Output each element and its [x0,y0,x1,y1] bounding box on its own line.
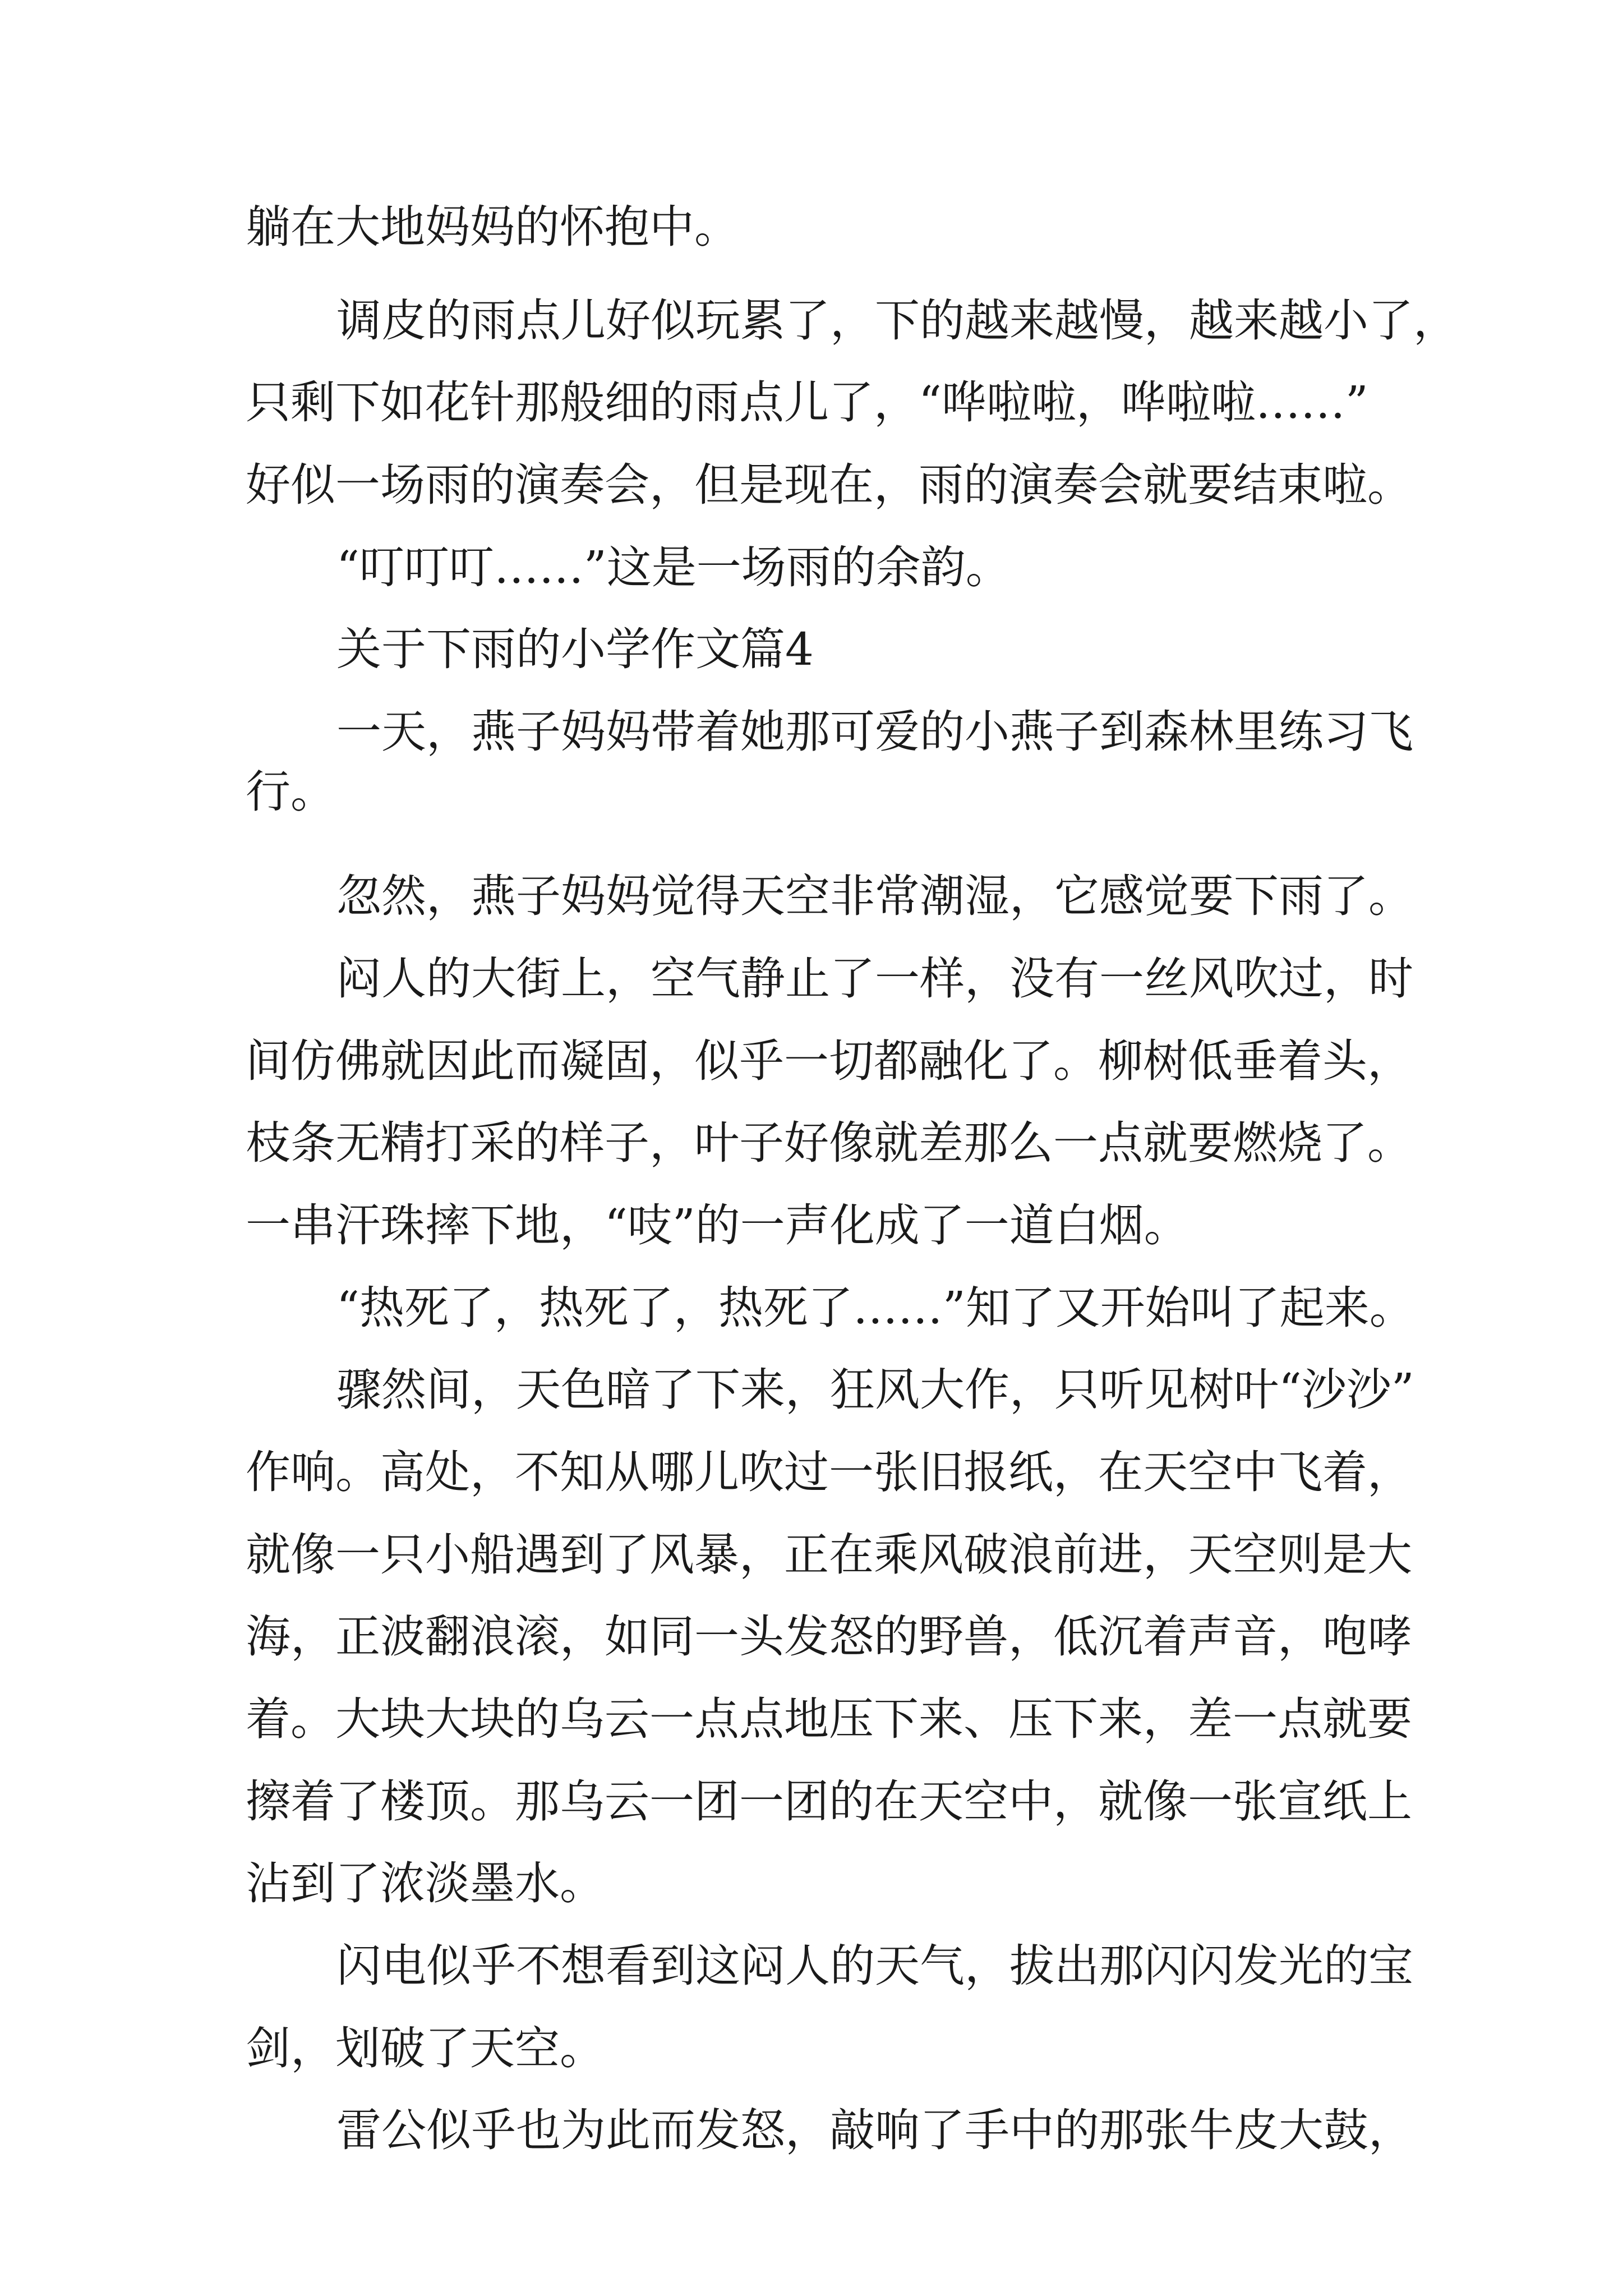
text-line: 间仿佛就因此而凝固，似乎一切都融化了。柳树低垂着头， [246,1035,1412,1087]
text-line: “热死了，热死了，热死了……”知了又开始叫了起来。 [336,1282,1414,1334]
section-heading: 关于下雨的小学作文篇4 [336,623,814,675]
text-line: 就像一只小船遇到了风暴，正在乘风破浪前进，天空则是大 [246,1529,1412,1581]
text-line: 作响。高处，不知从哪儿吹过一张旧报纸，在天空中飞着， [246,1446,1412,1498]
text-line: 一天，燕子妈妈带着她那可爱的小燕子到森林里练习飞 [336,706,1413,758]
text-line: 行。 [246,766,335,818]
text-line: 只剩下如花针那般细的雨点儿了，“哗啦啦，哗啦啦……” [246,376,1368,429]
text-line: 一串汗珠摔下地，“吱”的一声化成了一道白烟。 [246,1199,1189,1251]
text-line: 沾到了浓淡墨水。 [246,1857,605,1910]
text-line: 闷人的大街上，空气静止了一样，没有一丝风吹过，时 [336,953,1413,1005]
text-line: “叮叮叮……”这是一场雨的余韵。 [336,541,1011,593]
text-line: 海，正波翻浪滚，如同一头发怒的野兽，低沉着声音，咆哮 [246,1611,1412,1663]
text-line: 着。大块大块的乌云一点点地压下来、压下来，差一点就要 [246,1693,1412,1745]
text-line: 躺在大地妈妈的怀抱中。 [246,201,739,253]
text-line: 忽然，燕子妈妈觉得天空非常潮湿，它感觉要下雨了。 [336,870,1413,922]
text-line: 枝条无精打采的样子，叶子好像就差那么一点就要燃烧了。 [246,1117,1412,1169]
text-line: 调皮的雨点儿好似玩累了，下的越来越慢，越来越小了， [336,295,1458,347]
text-line: 剑，划破了天空。 [246,2022,605,2074]
text-line: 擦着了楼顶。那乌云一团一团的在天空中，就像一张宣纸上 [246,1775,1412,1828]
text-line: 闪电似乎不想看到这闷人的天气，拔出那闪闪发光的宝 [336,1940,1413,1992]
text-line: 雷公似乎也为此而发怒，敲响了手中的那张牛皮大鼓， [336,2104,1413,2156]
text-line: 好似一场雨的演奏会，但是现在，雨的演奏会就要结束啦。 [246,459,1412,511]
text-line: 骤然间，天色暗了下来，狂风大作，只听见树叶“沙沙” [336,1364,1414,1416]
